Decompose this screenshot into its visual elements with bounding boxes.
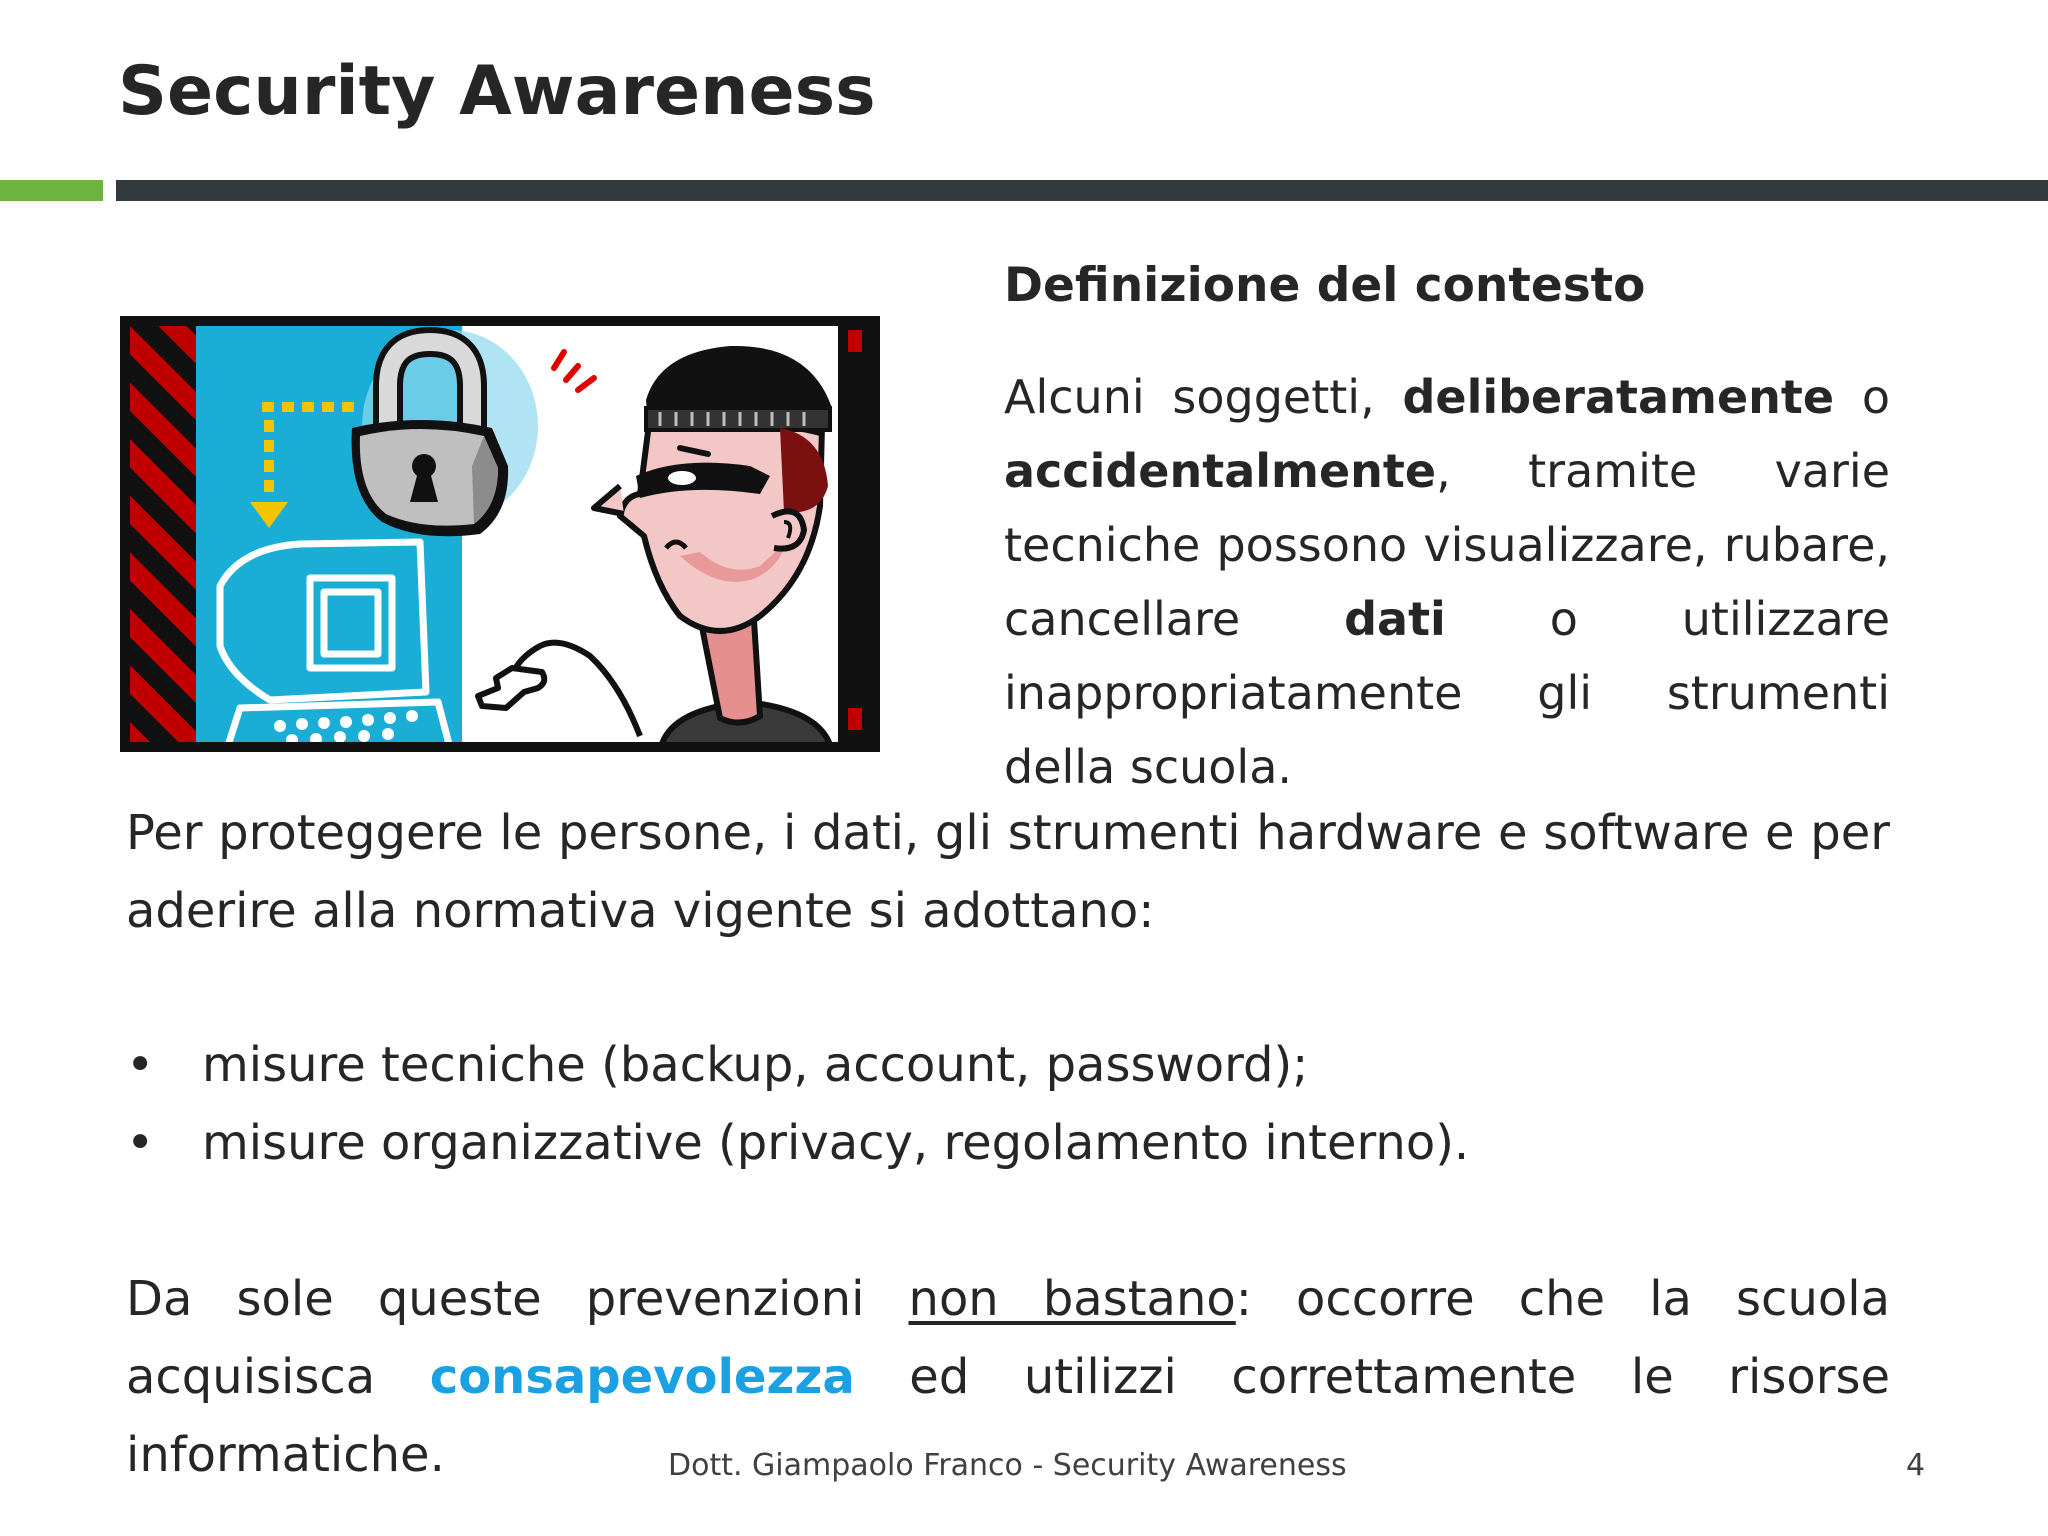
- bullet-icon: •: [126, 1037, 155, 1093]
- text-segment: ed utilizzi correttamente le risorse informatiche.: [126, 1349, 1890, 1483]
- title-accent-bar: [0, 180, 103, 201]
- hazard-stripes: [130, 326, 196, 742]
- title-divider-bar: [116, 180, 2048, 201]
- measures-list: [126, 1026, 1890, 1182]
- text-segment: Alcuni soggetti,: [1004, 370, 1403, 424]
- section-subheading: Definizione del contesto: [1004, 258, 1646, 313]
- footer-text: Dott. Giampaolo Franco - Security Awareness: [668, 1448, 1347, 1483]
- list-item: [126, 1104, 1890, 1182]
- text-segment: , tramite varie tecniche possono visualizzare, rubare, cancellare: [1004, 444, 1890, 646]
- bold-term: dati: [1344, 592, 1446, 646]
- text-segment: : occorre che la scuola acquisisca: [126, 1271, 1890, 1405]
- slide-title: Security Awareness: [118, 52, 876, 131]
- underlined-phrase: non bastano: [908, 1271, 1236, 1327]
- text-segment: Da sole queste prevenzioni: [126, 1271, 909, 1327]
- text-segment: o: [1834, 370, 1890, 424]
- protection-paragraph: Per proteggere le persone, i dati, gli strumenti hardware e software e per aderire alla normativa vigente si adottano:: [126, 805, 1890, 939]
- hacker-illustration: [120, 316, 880, 752]
- highlighted-term: consapevolezza: [429, 1349, 855, 1405]
- list-item-text: misure tecniche (backup, account, password);: [202, 1037, 1309, 1093]
- bullet-icon: •: [126, 1115, 155, 1171]
- list-item: [126, 1026, 1890, 1104]
- page-number: 4: [1906, 1448, 1926, 1483]
- list-item-text: misure organizzative (privacy, regolamento interno).: [202, 1115, 1470, 1171]
- text-segment: o utilizzare inappropriatamente gli strumenti della scuola.: [1004, 592, 1890, 794]
- bold-term: accidentalmente: [1004, 444, 1437, 498]
- context-paragraph: [1004, 360, 1890, 804]
- bold-term: deliberatamente: [1402, 370, 1835, 424]
